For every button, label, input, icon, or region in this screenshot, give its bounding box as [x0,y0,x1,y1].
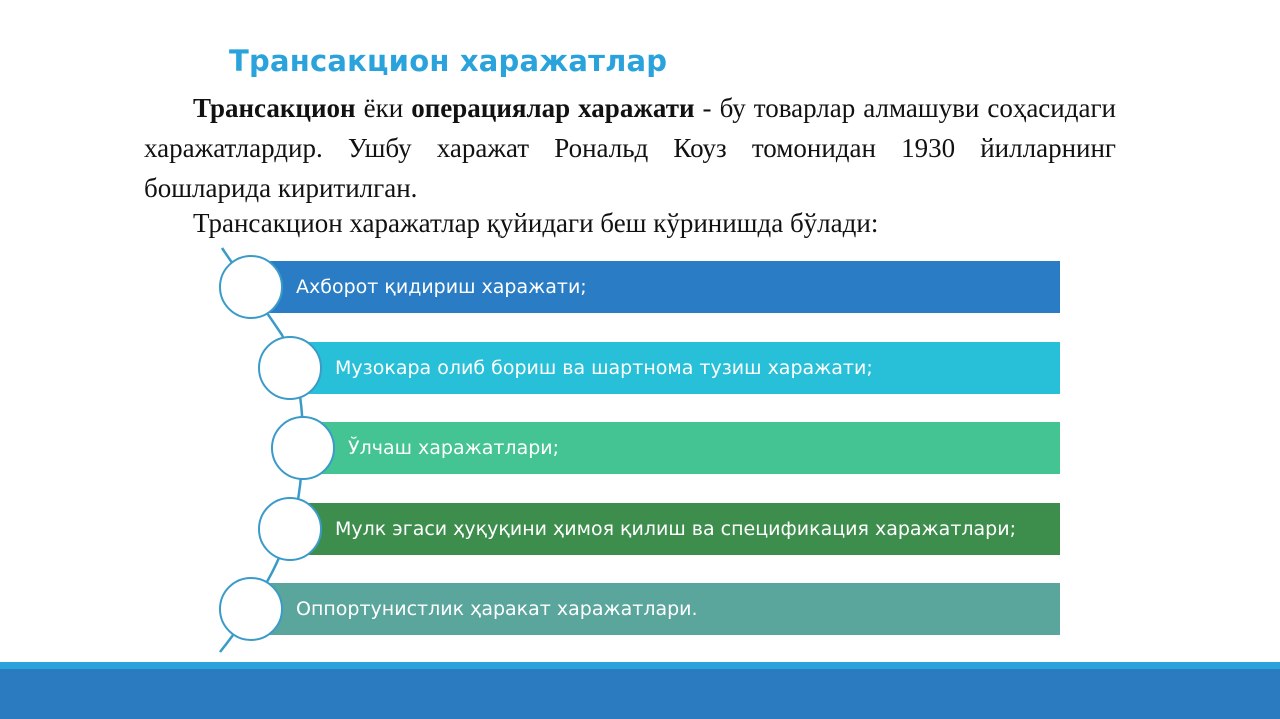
list-bullet-circle-3 [271,416,335,480]
list-bullet-circle-1 [219,255,283,319]
list-item-label: Ахборот қидириш харажати; [296,276,587,298]
list-item-1 [255,261,1060,313]
footer-band [0,669,1280,719]
list-item-4 [291,503,1060,555]
list-item-label: Мулк эгаси ҳуқуқини ҳимоя қилиш ва спецификация харажатлари; [335,518,1016,540]
list-bullet-circle-2 [258,336,322,400]
slide-title: Трансакцион харажатлар [229,44,668,78]
term-operation-costs: операциялар харажати [411,93,695,123]
term-transaction: Трансакцион [193,93,356,123]
paragraph-text-definition: - бу товарлар алмашуви соҳасидаги харажатлардир. Ушбу харажат Рональд Коуз томонидан 1930 йилларнинг бошларида киритилган. [144,93,1116,203]
list-intro-paragraph: Трансакцион харажатлар қуйидаги беш кўринишда бўлади: [193,208,879,238]
list-item-label: Музокара олиб бориш ва шартнома тузиш харажати; [335,357,873,379]
paragraph-text-connector: ёки [355,93,412,123]
list-item-label: Ўлчаш харажатлари; [348,437,560,459]
footer-accent-line [0,662,1280,669]
list-item-label: Оппортунистлик ҳаракат харажатлари. [296,598,698,620]
definition-paragraph [144,88,1116,208]
list-bullet-circle-4 [258,497,322,561]
list-bullet-circle-5 [219,577,283,641]
list-item-2 [291,342,1060,394]
list-item-5 [255,583,1060,635]
list-item-3 [304,422,1060,474]
